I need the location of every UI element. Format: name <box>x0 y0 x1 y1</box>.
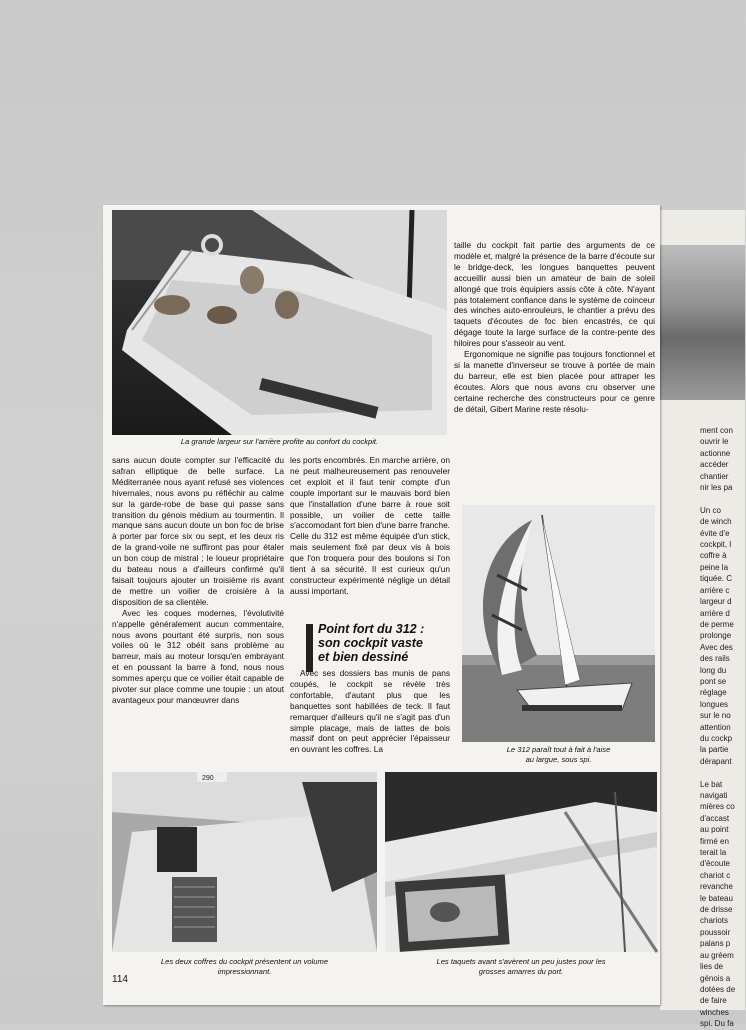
facing-page-line: Un co <box>700 505 721 515</box>
facing-page-line: réglage <box>700 688 727 698</box>
caption-spinnaker-2: au largue, sous spi. <box>525 755 592 764</box>
facing-page-line: évite d'e <box>700 528 730 538</box>
facing-page <box>660 210 745 1029</box>
caption-taquets-1: Les taquets avant s'avèrent un peu justes pour les <box>436 957 606 966</box>
caption-coffres-2: impressionnant. <box>217 967 272 976</box>
facing-page-line: de drisse <box>700 905 733 915</box>
facing-page-line: winches <box>700 1007 729 1017</box>
facing-page-line: de perme <box>700 619 734 629</box>
caption-taquets-2: grosses amarres du port. <box>478 967 564 976</box>
facing-page-line <box>700 767 746 778</box>
article-paragraph: Ergonomique ne signifie pas toujours fonctionnel et si la manette d'inverseur se trouve à portée de main du barreur, elle est bien placée pour attraper les écoutes. Alors que nous avons cru observer une certaine recherche des constructeurs pour ce genre de détail, Gibert Marine reste résolu- <box>454 349 655 414</box>
facing-page-line: pont se <box>700 676 727 686</box>
photo-cockpit-people <box>112 210 447 435</box>
article-paragraph: Avec les coques modernes, l'évolutivité n'appelle généralement aucun commentaire, nous avons pourtant été surpris, non sous voiles où le 312 obéit sans problème au barreur, mais au moteur lorsqu'en embrayant et en poussant la barre à fond, nous nous sommes aperçu que ce voilier était capable de pivoter sur place comme une toupie : un atout avantageux pour manœuvrer dans <box>112 607 284 705</box>
facing-page-line: actionne <box>700 448 731 458</box>
headline-line: Point fort du 312 : <box>318 622 425 636</box>
facing-page-text <box>700 425 746 1030</box>
facing-page-line: Le bat <box>700 779 723 789</box>
article-paragraph: taille du cockpit fait partie des arguments de ce modèle et, malgré la présence de la barre d'écoute sur le bridge-deck, les longues banquettes peuvent accueillir aussi bien un amateur de bain de soleil allongé que trois équipiers assis côte à côte. N'ayant pas totalement confiance dans le système de coinceur des winches auto-enrouleurs, le chantier a prévu des taquets d'écoutes de foc bien encastrés, ce qui dégage toute la large surface de la contre-pente des hiloires pour s'asseoir au vent. <box>454 240 655 349</box>
facing-page-line: du cockp <box>700 733 733 743</box>
facing-page-line: chariots <box>700 916 729 926</box>
facing-page-line <box>700 493 746 504</box>
facing-page-line: génois a <box>700 973 731 983</box>
facing-page-line: Avec des <box>700 642 733 652</box>
headline-line: et bien dessiné <box>318 650 409 664</box>
facing-page-line: accéder <box>700 460 729 470</box>
facing-page-line: nir les pa <box>700 483 733 493</box>
facing-page-line: navigati <box>700 791 728 800</box>
facing-page-line: revanche <box>700 882 733 892</box>
facing-page-line: cockpit, l <box>700 540 732 550</box>
facing-page-line: tiquée. C <box>700 574 733 584</box>
facing-page-line: peine la <box>700 562 729 572</box>
facing-page-line: firmé en <box>700 836 729 846</box>
photo-taquets <box>385 772 657 952</box>
facing-page-line: attention <box>700 722 731 732</box>
facing-page-line: longues <box>700 699 729 709</box>
facing-page-line: dotées de <box>700 984 736 994</box>
hull-number: 290 <box>202 775 214 782</box>
caption-top-photo: La grande largeur sur l'arrière profite au confort du cockpit. <box>180 437 379 446</box>
section-headline <box>318 622 450 664</box>
caption-spinnaker-1: Le 312 paraît tout à fait à l'aise <box>506 745 611 754</box>
photo-taquets-image <box>385 772 657 952</box>
facing-page-line: palans p <box>700 939 731 949</box>
facing-page-line: sur le no <box>700 711 731 721</box>
article-paragraph: les ports encombrés. En marche arrière, on ne peut malheureusement pas renouveler cet exploit et il faut tenir compte d'un couple important sur le mauvais bord bien que l'installation d'une barre à roue soit possible, un voilier de cette taille s'accomodant fort bien d'une barre franche. Celle du 312 est même équipée d'un stick, mais seulement fixé par deux vis à bois que l'on troquera pour des boulons si l'on tient à sa sécurité. Il est curieux qu'un constructeur expérimenté néglige un détail aussi important. <box>290 455 450 596</box>
photo-spinnaker-image <box>462 505 655 742</box>
facing-page-line: chariot c <box>700 870 731 880</box>
article-column-middle-lower <box>290 668 450 755</box>
facing-page-line: ouvrir le <box>700 437 729 447</box>
facing-page-line: des rails <box>700 654 730 664</box>
facing-page-line: ment con <box>700 426 733 435</box>
facing-page-line: d'accast <box>700 813 730 823</box>
photo-cockpit-people-image <box>112 210 447 435</box>
photo-cockpit-coffres-image <box>112 772 377 952</box>
facing-page-line: arrière d <box>700 608 730 618</box>
article-paragraph: Avec ses dossiers bas munis de pans coupés, le cockpit se révèle très confortable, d'autant plus que les banquettes sont habillées de teck. Il faut remarquer d'ailleurs qu'il ne s'agit pas d'un simple placage, mais de lattes de bois massif dont on peut apprécier l'épaisseur en ouvrant les coffres. La <box>290 668 450 755</box>
facing-page-line: terait la <box>700 848 727 858</box>
facing-page-line: prolonge <box>700 631 732 641</box>
facing-page-line: spi. Du fa <box>700 1019 734 1029</box>
article-column-right <box>454 240 655 415</box>
photo-cockpit-coffres <box>112 772 377 952</box>
page-number: 114 <box>112 974 128 985</box>
facing-page-line: coffre à <box>700 551 727 561</box>
facing-page-line: poussoir <box>700 927 731 937</box>
facing-page-line: dérapant <box>700 756 732 766</box>
headline-line: son cockpit vaste <box>318 636 423 650</box>
photo-spinnaker <box>462 505 655 742</box>
facing-page-line: arrière c <box>700 585 730 595</box>
facing-page-line: chantier <box>700 471 729 481</box>
facing-page-line: long du <box>700 665 727 675</box>
facing-page-line: de winch <box>700 517 732 527</box>
article-column-middle <box>290 455 450 597</box>
facing-page-line: de faire <box>700 996 727 1006</box>
article-column-left <box>112 455 284 706</box>
article-paragraph: sans aucun doute compter sur l'efficacité du safran elliptique de belle surface. La Méditerranée nous ayant refusé ses violences hivernales, nous avons pu réfléchir au calme sur la garde-robe de base qui passe sans transition du génois médium au tourmentin. Il manque sans aucun doute un bon foc de brise à porter par force six ou sept, et les deux ris de la grand-voile ne suffiront pas pour étaler un bon coup de mistral ; le loueur propriétaire du bateau nous a d'ailleurs confirmé qu'il faisait toujours ajouter un troisième ris avant de mettre un voilier de croisière à la disposition de sa clientèle. <box>112 455 284 607</box>
facing-page-line: le bateau <box>700 893 733 903</box>
facing-page-line: lies de <box>700 962 724 972</box>
caption-coffres-1: Les deux coffres du cockpit présentent un volume <box>160 957 329 966</box>
facing-page-line: largeur d <box>700 597 732 607</box>
facing-page-line: au point <box>700 825 729 835</box>
facing-page-line: au gréem <box>700 950 734 960</box>
facing-page-line: la partie <box>700 745 729 755</box>
headline-bar <box>306 624 313 672</box>
facing-page-line: d'écoute <box>700 859 730 869</box>
facing-page-line: mières co <box>700 802 735 812</box>
facing-page-photo <box>660 245 745 400</box>
